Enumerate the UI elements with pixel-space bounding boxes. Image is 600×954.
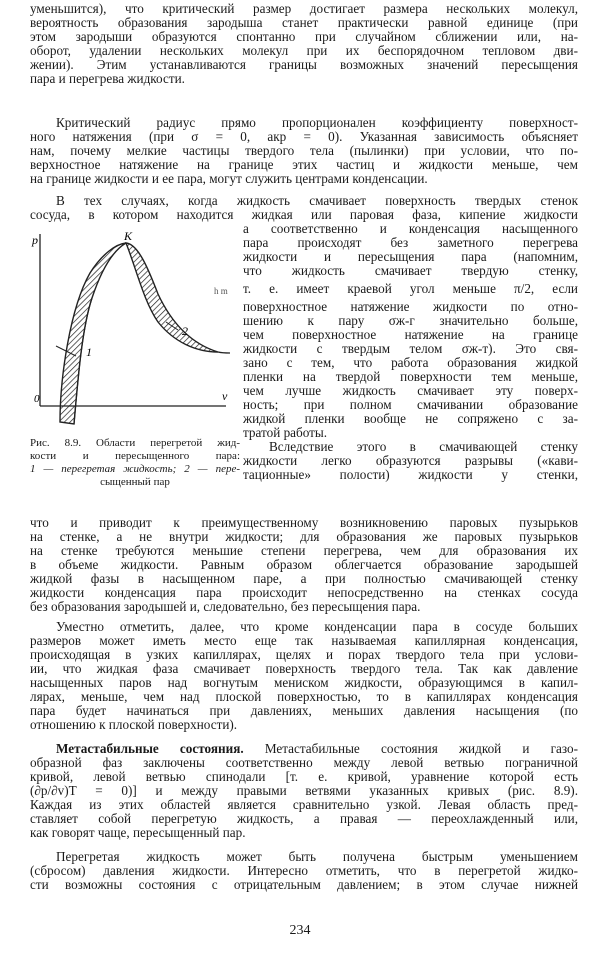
paragraph-wetting-right-column: [243, 222, 578, 482]
text-line: (сбросом) давления жидкости. Интересно отметить, что в перегретой жидко-: [30, 864, 578, 878]
text-line: жидкой пленки вообще не сопряжено с за-: [243, 412, 578, 426]
caption-line: 1 — перегретая жидкость; 2 — пере-: [30, 463, 240, 475]
binodal-tail: [218, 352, 230, 353]
text-line: на границе жидкости и ее пара, могут служить центрами конденсации.: [30, 172, 428, 186]
text-line: жении). Этим устанавливаются границы возможных значений пересыщения: [30, 58, 578, 72]
text-run: Метастабильные состояния жидкой и газо-: [264, 742, 578, 756]
text-line: жидкости конденсация пара происходит непосредственно на стенках сосуда: [30, 586, 578, 600]
text-line: тратой работы.: [243, 426, 328, 440]
text-line: размеров может иметь место еще так называемая капиллярная конденсация,: [30, 634, 578, 648]
text-line: пленки на твердой поверхности тем меньше,: [243, 370, 578, 384]
text-line: нам, почему мелкие частицы твердого тела (пылинки) при условии, что по-: [30, 144, 578, 158]
text-line: насыщенных паров над вогнутым мениском жидкости, образующимся в капил-: [30, 676, 578, 690]
text-line: Каждая из этих областей является сравнительно узкой. Левая область пред-: [30, 798, 578, 812]
paragraph-bubbles: [30, 516, 578, 614]
text-line: на стенке, а не внутри жидкости; для образования же паровых пузырьков: [30, 530, 578, 544]
stray-mark: h m: [214, 286, 228, 296]
paragraph-wetting: [30, 194, 578, 222]
paragraph-top: [30, 2, 578, 86]
text-line: вероятность образования зародыша станет практически равной единице (при: [30, 16, 578, 30]
text-line: на стенке требуются меньшие степени перегрева, чем для образования их: [30, 544, 578, 558]
text-line: а соответственно и конденсация насыщенного: [243, 222, 578, 236]
text-line: поверхностное натяжение жидкости по отно-: [243, 300, 578, 314]
paragraph-superheated: [30, 850, 578, 892]
label-1: 1: [86, 345, 92, 359]
axis-v-label: v: [222, 389, 228, 403]
text-line: ного натяжения (при σ = 0, aкр = 0). Указанная зависимость объясняет: [30, 130, 578, 144]
text-line: сосуда, в котором находится жидкая или паровая фаза, кипение жидкости: [30, 208, 578, 222]
section-heading: Метастабильные состояния.: [56, 742, 244, 756]
caption-line: сыщенный пар: [100, 476, 170, 488]
text-line: т. е. имеет краевой угол меньше π/2, если: [243, 281, 578, 296]
text-line: тационные» полости) жидкости у стенки,: [243, 468, 578, 482]
text-line: что жидкость смачивает твердую стенку,: [243, 264, 578, 278]
text-line: пара происходят без заметного перегрева: [243, 236, 578, 250]
page-number: 234: [289, 923, 311, 938]
paragraph-capillary: [30, 620, 578, 732]
text-line: пара будет начинаться при давлениях, меньших давления насыщения (по: [30, 704, 578, 718]
text-line: сти возможны состояния с отрицательным давлением; в этом случае нижней: [30, 878, 578, 892]
critical-point-label: K: [124, 229, 133, 243]
phase-diagram: [26, 228, 236, 438]
text-line: зано с тем, что работа образования жидкой: [243, 356, 578, 370]
text-line: жидкой фазы в насыщенном паре, а при полностью смачивающей стенку: [30, 572, 578, 586]
figure-8-9: [26, 228, 236, 463]
region-superheated-liquid: [60, 243, 126, 424]
text-line: [30, 742, 578, 756]
axis-p-label: p: [32, 233, 38, 247]
text-line: жидкости легко образуются разрывы («кави-: [243, 454, 578, 468]
text-line: Перегретая жидкость может быть получена быстрым уменьшением: [56, 850, 578, 864]
label-2: 2: [182, 324, 188, 338]
text-line: чем поверхностное натяжение на границе: [243, 328, 578, 342]
region-supersaturated-vapor: [126, 243, 218, 352]
text-line: верхностное натяжение на границе этих частиц и жидкости меньше, чем: [30, 158, 578, 172]
text-line: жидкости и пересыщения пара (напомним,: [243, 250, 578, 264]
text-line: оборот, удалении нескольких молекул при их беспорядочном тепловом дви-: [30, 44, 578, 58]
caption-line: Рис. 8.9. Области перегретой жид-: [30, 437, 240, 449]
text-line: жидкости с твердым телом σж-т). Это свя-: [243, 342, 578, 356]
text-line: образной фаз заключены соответственно между левой ветвью пограничной: [30, 756, 578, 770]
text-line: Уместно отметить, далее, что кроме конденсации пара в сосуде больших: [56, 620, 578, 634]
text-line: отношению к плоской поверхности).: [30, 718, 238, 732]
text-line: этом зародыши образуются спонтанно при случайном сближении или, на-: [30, 30, 578, 44]
text-line: пара и перегрева жидкости.: [30, 72, 185, 86]
text-line: что и приводит к преимущественному возникновению паровых пузырьков: [30, 516, 578, 530]
text-line: (∂p/∂v)T = 0)] и между правыми ветвями указанных кривых (рис. 8.9).: [30, 784, 578, 798]
text-line: лярах, меньше, чем над плоской поверхностью, то в капиллярах конденсация: [30, 690, 578, 704]
paragraph-critical-radius: [30, 116, 578, 186]
text-line: В тех случаях, когда жидкость смачивает поверхность твердых стенок: [56, 194, 578, 208]
text-line: в объеме жидкости. Равным образом облегчается образование зародышей: [30, 558, 578, 572]
paragraph-metastable: [30, 742, 578, 840]
text-line: уменьшится), что критический размер достигает размера нескольких молекул,: [30, 2, 578, 16]
text-line: без образования зародышей и, следовательно, без пересыщения пара.: [30, 600, 421, 614]
figure-caption: [30, 437, 240, 489]
text-line: ии, что жидкая фаза смачивает поверхность твердого тела. Так как давление: [30, 662, 578, 676]
text-line: кривой, левой ветвью спинодали [т. е. кривой, уравнение которой есть: [30, 770, 578, 784]
text-line: как говорят чаще, пересыщенный пар.: [30, 826, 246, 840]
caption-line: кости и пересыщенного пара:: [30, 450, 240, 462]
origin-label: 0: [34, 393, 40, 405]
text-line: ставляет собой перегретую жидкость, а правая — переохлажденный или,: [30, 812, 578, 826]
text-line: Вследствие этого в смачивающей стенку: [269, 440, 578, 454]
text-line: чем лучше жидкость смачивает эту поверх-: [243, 384, 578, 398]
text-line: Критический радиус прямо пропорционален коэффициенту поверхност-: [56, 116, 578, 130]
text-line: происходящая в узких капиллярах, щелях и порах твердого тела при услови-: [30, 648, 578, 662]
text-line: шению к пару σж-г значительно больше,: [243, 314, 578, 328]
text-line: ность; при полном смачивании образование: [243, 398, 578, 412]
